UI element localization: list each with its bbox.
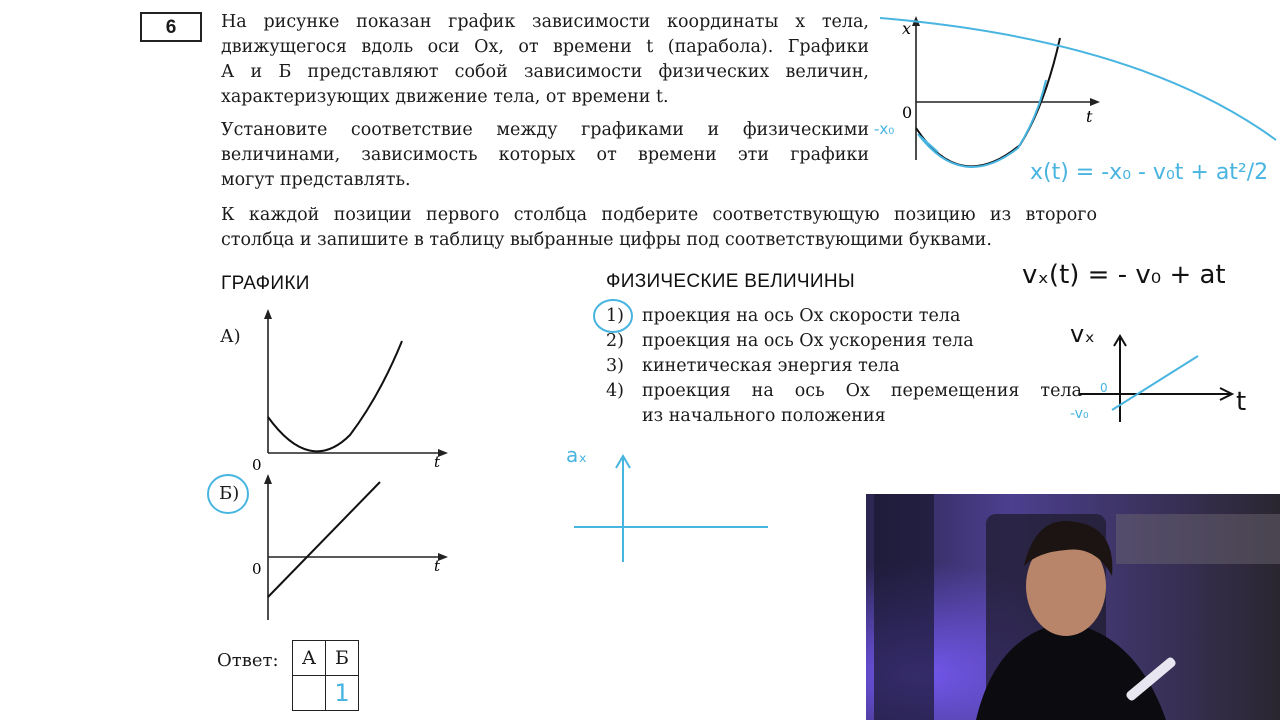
quantity-text: проекция на ось Ox скорости тела	[642, 306, 961, 326]
graph-b-t-label: t	[434, 557, 441, 575]
answer-label: Ответ:	[217, 650, 279, 671]
answer-header-a: А	[293, 641, 326, 676]
answer-cell-a[interactable]	[293, 676, 326, 711]
graph-a-t-label: t	[434, 453, 441, 471]
intro-line-2: движущегося вдоль оси Ox, от времени t (парабола). Графики	[221, 37, 869, 57]
quantities-heading: ФИЗИЧЕСКИЕ ВЕЛИЧИНЫ	[606, 271, 855, 292]
main-graph-t-label: t	[1086, 107, 1093, 126]
intro-line-3: А и Б представляют собой зависимости физических величин,	[221, 62, 869, 82]
blue-arc-stroke	[880, 18, 1276, 140]
quantity-item	[606, 356, 1086, 381]
graphs-heading: ГРАФИКИ	[221, 273, 310, 294]
quantity-text: проекция на ось Ox ускорения тела	[642, 331, 974, 351]
x-formula-annotation: x(t) = -x₀ - v₀t + at²/2	[1030, 160, 1269, 185]
quantity-number: 2)	[606, 331, 624, 351]
vx-neg-label: -v₀	[1070, 406, 1089, 422]
task-line-1: Установите соответствие между графиками и физическими	[221, 120, 869, 140]
instruction-line-2: столбца и запишите в таблицу выбранные цифры под соответствующими буквами.	[221, 230, 992, 250]
instruction-line-1: К каждой позиции первого столбца подберите соответствующую позицию из второго	[221, 205, 1097, 225]
x0-arrow	[920, 136, 938, 152]
quantity-item	[606, 331, 1086, 356]
ax-sketch	[560, 440, 780, 570]
webcam-overlay	[866, 494, 1280, 720]
graph-a-origin: 0	[252, 456, 262, 474]
quantity-item	[606, 381, 1086, 406]
graph-a-curve	[268, 341, 402, 451]
vx-zero-label: 0	[1100, 381, 1108, 395]
main-graph-x-label: x	[902, 19, 912, 38]
intro-line-4: характеризующих движение тела, от времени t.	[221, 87, 669, 107]
problem-instruction	[221, 203, 1097, 253]
answer-table	[292, 640, 359, 711]
task-line-2: величинами, зависимость которых от времени эти графики	[221, 145, 869, 165]
problem-task	[221, 118, 869, 193]
quantity-number: 4)	[606, 381, 624, 401]
vx-t-label: t	[1236, 387, 1247, 417]
v-formula-annotation: vₓ(t) = - v₀ + at	[1022, 260, 1226, 290]
main-graph-origin: 0	[902, 103, 913, 122]
quantity-number: 1)	[606, 306, 624, 326]
quantity-text: кинетическая энергия тела	[642, 356, 900, 376]
answer-header-b: Б	[326, 641, 359, 676]
quantity-text: из начального положения	[642, 406, 886, 426]
quantities-list	[606, 306, 1086, 431]
quantity-text: проекция на ось Ox перемещения тела	[642, 381, 1082, 401]
vx-line	[1112, 356, 1198, 410]
graph-a-label: А)	[220, 326, 241, 347]
graph-b-label: Б)	[219, 483, 240, 504]
blue-trace-curve	[918, 80, 1046, 167]
quantity-number: 3)	[606, 356, 624, 376]
graph-b	[240, 470, 460, 630]
graph-b-origin: 0	[252, 560, 262, 578]
webcam-image	[866, 494, 1280, 720]
problem-number: 6	[140, 12, 202, 42]
ax-axis-label: aₓ	[566, 443, 588, 467]
graph-a	[240, 305, 460, 475]
x0-annotation: -x₀	[874, 120, 895, 138]
quantity-item	[606, 306, 1086, 331]
vx-axis-label: vₓ	[1070, 320, 1095, 348]
vx-sketch	[1060, 310, 1280, 430]
intro-line-1: На рисунке показан график зависимости координаты x тела,	[221, 12, 869, 32]
quantity-item-continuation	[606, 406, 1086, 431]
answer-cell-b[interactable]: 1	[326, 676, 359, 711]
task-line-3: могут представлять.	[221, 170, 411, 190]
problem-intro	[221, 10, 869, 110]
graph-b-line	[268, 482, 380, 597]
